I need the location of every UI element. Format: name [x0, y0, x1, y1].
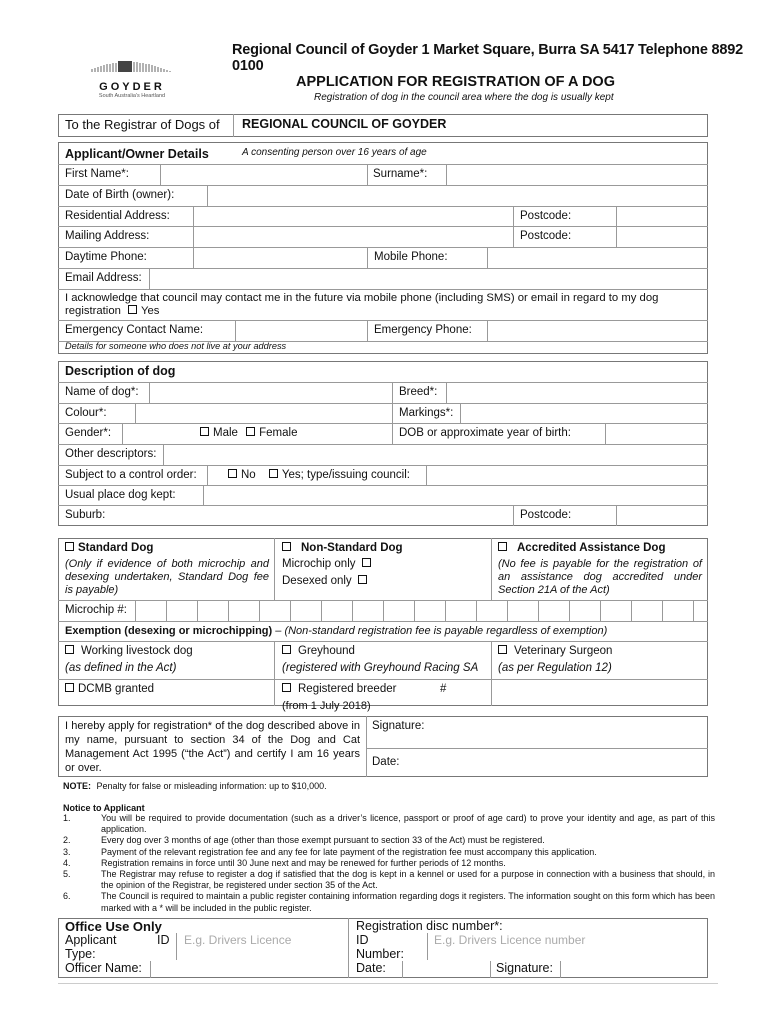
microchip-cell-divider [414, 600, 415, 621]
residential-address-label: Residential Address: [65, 210, 170, 222]
office-officer-field[interactable] [151, 961, 347, 977]
daytime-phone-label: Daytime Phone: [65, 251, 147, 263]
livestock-note: (as defined in the Act) [65, 662, 177, 674]
registrar-label: To the Registrar of Dogs of [65, 117, 220, 132]
office-signature-field[interactable] [561, 961, 707, 977]
notice-item-text: The Council is required to maintain a public register containing information regarding dogs it registers. The information sought on this form which has been marked with a * will be included in the public register. [101, 891, 715, 913]
emergency-phone-field[interactable] [488, 321, 707, 340]
gender-male-label: Male [213, 427, 238, 439]
usual-place-field[interactable] [204, 486, 707, 504]
declaration-text: I hereby apply for registration* of the dog described above in my name, pursuant to section 34 of the Dog and Cat Management Act 1995 (“the Act”) and certify I am 16 years or over. [65, 720, 360, 774]
control-order-label: Subject to a control order: [65, 469, 197, 481]
daytime-phone-field[interactable] [194, 248, 366, 267]
dog-name-field[interactable] [150, 383, 391, 402]
notice-item-number: 1. [63, 813, 71, 823]
logo-text: GOYDER [99, 81, 165, 93]
usual-place-label: Usual place dog kept: [65, 489, 176, 501]
desexed-only-checkbox[interactable] [358, 575, 367, 584]
microchip-cell-divider [321, 600, 322, 621]
breed-field[interactable] [447, 383, 707, 402]
assistance-dog-note: (No fee is payable for the registration of an assistance dog accredited under Section 21A of the Act) [498, 558, 702, 596]
livestock-label: Working livestock dog [81, 645, 193, 657]
office-disc-label: Registration disc number*: [356, 919, 503, 933]
goyder-logo [82, 60, 182, 99]
penalty-note-text: Penalty for false or misleading information: up to $10,000. [96, 781, 327, 791]
vet-option [498, 645, 612, 657]
notice-item [63, 869, 715, 891]
first-name-label: First Name*: [65, 168, 129, 180]
vet-checkbox[interactable] [498, 645, 507, 654]
standard-dog-option [65, 542, 153, 554]
notice-item [63, 813, 715, 835]
gender-options [200, 427, 298, 439]
microchip-cell-divider [631, 600, 632, 621]
desexed-only-label: Desexed only [282, 575, 352, 587]
microchip-cell-divider [197, 600, 198, 621]
penalty-note-label: NOTE: [63, 781, 91, 791]
suburb-label: Suburb: [65, 509, 106, 521]
residential-postcode-label: Postcode: [520, 210, 572, 222]
dcmb-checkbox[interactable] [65, 683, 74, 692]
notice-item-text: Payment of the relevant registration fee and any fee for late payment of the registration fee must accompany this application. [101, 846, 597, 857]
notice-item-number: 2. [63, 835, 71, 846]
office-id-number-field[interactable]: E.g. Drivers Licence number [434, 933, 586, 947]
microchip-cell-divider [538, 600, 539, 621]
breeder-label: Registered breeder [298, 683, 397, 695]
notice-item [63, 858, 715, 869]
notice-item-number: 3. [63, 846, 71, 857]
owner-dob-field[interactable] [208, 186, 706, 205]
first-name-field[interactable] [161, 165, 366, 184]
notice-item-text: Every dog over 3 months of age (other than those exempt pursuant to section 33 of the Act) must be registered. [101, 835, 545, 846]
office-use-heading: Office Use Only [65, 919, 162, 934]
microchip-cell-divider [228, 600, 229, 621]
microchip-cell-divider [352, 600, 353, 621]
exemption-title: Exemption (desexing or microchipping) [65, 625, 273, 637]
markings-label: Markings*: [399, 407, 454, 419]
notice-heading: Notice to Applicant [63, 803, 145, 813]
email-label: Email Address: [65, 272, 142, 284]
livestock-checkbox[interactable] [65, 645, 74, 654]
dog-heading: Description of dog [65, 364, 176, 378]
vet-note: (as per Regulation 12) [498, 662, 612, 674]
office-date-label: Date: [356, 961, 386, 975]
standard-dog-label: Standard Dog [78, 542, 154, 554]
declaration-date-label: Date: [372, 756, 400, 768]
gender-label: Gender*: [65, 427, 112, 439]
microchip-cell-divider [569, 600, 570, 621]
microchip-cell-divider [135, 600, 136, 621]
mobile-phone-label: Mobile Phone: [374, 251, 448, 263]
suburb-field[interactable] [112, 506, 512, 525]
control-council-field[interactable] [427, 466, 707, 484]
microchip-cell-divider [693, 600, 694, 621]
office-date-field[interactable] [403, 961, 489, 977]
office-applicant-label: Applicant [65, 933, 117, 947]
email-field[interactable] [150, 269, 707, 288]
owner-dob-label: Date of Birth (owner): [65, 189, 175, 201]
other-descriptors-field[interactable] [164, 445, 707, 464]
emergency-phone-label: Emergency Phone: [374, 324, 472, 336]
logo-mark-icon [82, 60, 182, 76]
exemption-heading [65, 625, 607, 637]
microchip-cell-divider [507, 600, 508, 621]
notice-item-text: You will be required to provide documentation (such as a driver’s licence, passport or proof of age card) to prove your identity and age, as part of this application. [101, 813, 715, 835]
nonstandard-dog-option [282, 542, 403, 554]
markings-field[interactable] [461, 404, 707, 422]
suburb-postcode-label: Postcode: [520, 509, 572, 521]
greyhound-checkbox[interactable] [282, 645, 291, 654]
dog-dob-label: DOB or approximate year of birth: [399, 427, 571, 439]
control-no-label: No [241, 469, 256, 481]
control-no-checkbox[interactable] [228, 469, 237, 478]
mailing-postcode-field[interactable] [617, 227, 707, 246]
livestock-option [65, 645, 193, 657]
residential-address-field[interactable] [194, 207, 512, 226]
breeder-number-hash: # [440, 683, 447, 695]
breeder-note: (from 1 July 2018) [282, 700, 371, 712]
acknowledge-yes-label: Yes [141, 305, 160, 317]
standard-dog-checkbox[interactable] [65, 542, 74, 551]
declaration-signature-field[interactable] [432, 717, 707, 747]
assistance-dog-checkbox[interactable] [498, 542, 507, 551]
registrar-council: REGIONAL COUNCIL OF GOYDER [242, 117, 447, 131]
mailing-postcode-label: Postcode: [520, 230, 572, 242]
office-number-label: Number: [356, 947, 404, 961]
greyhound-label: Greyhound [298, 645, 355, 657]
mobile-phone-field[interactable] [488, 248, 707, 267]
office-id2-label: ID [356, 933, 369, 947]
logo-tagline: South Australia's Heartland [98, 93, 166, 99]
gender-female-checkbox[interactable] [246, 427, 255, 436]
colour-label: Colour*: [65, 407, 107, 419]
microchip-cell-divider [445, 600, 446, 621]
control-yes-checkbox[interactable] [269, 469, 278, 478]
desexed-only-option [282, 575, 371, 587]
form-title: APPLICATION FOR REGISTRATION OF A DOG [296, 74, 615, 90]
office-id-label: ID [157, 933, 170, 947]
colour-field[interactable] [136, 404, 391, 422]
microchip-cell-divider [476, 600, 477, 621]
mailing-address-label: Mailing Address: [65, 230, 150, 242]
acknowledge-line2 [65, 305, 159, 317]
dcmb-option [65, 683, 154, 695]
notice-item [63, 835, 715, 846]
vet-label: Veterinary Surgeon [514, 645, 613, 657]
microchip-cell-divider [290, 600, 291, 621]
microchip-cell-divider [662, 600, 663, 621]
emergency-name-field[interactable] [236, 321, 366, 340]
microchip-only-checkbox[interactable] [362, 558, 371, 567]
exemption-note: (Non-standard registration fee is payable regardless of exemption) [284, 625, 608, 637]
council-header: Regional Council of Goyder 1 Market Square, Burra SA 5417 Telephone 8892 0100 [232, 42, 743, 74]
exemption-dash: – [272, 625, 285, 637]
microchip-only-label: Microchip only [282, 558, 356, 570]
notice-item [63, 891, 715, 913]
breed-label: Breed*: [399, 386, 438, 398]
dog-dob-field[interactable] [606, 424, 707, 443]
office-signature-label: Signature: [496, 961, 553, 975]
acknowledge-yes-checkbox[interactable] [128, 305, 137, 314]
penalty-note [63, 781, 327, 791]
emergency-note: Details for someone who does not live at your address [65, 341, 287, 351]
standard-dog-note: (Only if evidence of both microchip and desexing undertaken, Standard Dog fee is payable) [65, 558, 269, 596]
declaration-signature-label: Signature: [372, 720, 425, 732]
gender-male-checkbox[interactable] [200, 427, 209, 436]
notice-list [63, 813, 715, 914]
notice-item-number: 5. [63, 869, 71, 880]
microchip-cell-divider [166, 600, 167, 621]
residential-postcode-field[interactable] [617, 207, 707, 226]
office-id-type-field[interactable]: E.g. Drivers Licence [184, 933, 292, 947]
microchip-cell-divider [600, 600, 601, 621]
owner-heading-note: A consenting person over 16 years of age [242, 147, 427, 158]
nonstandard-dog-label: Non-Standard Dog [301, 542, 403, 554]
greyhound-option [282, 645, 355, 657]
dog-name-label: Name of dog*: [65, 386, 139, 398]
surname-field[interactable] [447, 165, 707, 184]
breeder-checkbox[interactable] [282, 683, 291, 692]
other-descriptors-label: Other descriptors: [65, 448, 157, 460]
suburb-postcode-field[interactable] [617, 506, 707, 525]
notice-item-text: Registration remains in force until 30 June next and may be renewed for further periods of 12 months. [101, 857, 506, 868]
control-yes-label: Yes; type/issuing council: [281, 469, 410, 481]
dcmb-label: DCMB granted [78, 683, 155, 695]
microchip-cell-divider [259, 600, 260, 621]
emergency-name-label: Emergency Contact Name: [65, 324, 204, 336]
owner-heading: Applicant/Owner Details [65, 147, 209, 161]
control-order-options [228, 469, 410, 481]
mailing-address-field[interactable] [194, 227, 512, 246]
surname-label: Surname*: [373, 168, 428, 180]
office-type-label: Type: [65, 947, 96, 961]
gender-female-label: Female [259, 427, 298, 439]
microchip-only-option [282, 558, 375, 570]
nonstandard-dog-checkbox[interactable] [282, 542, 291, 551]
form-subtitle: Registration of dog in the council area where the dog is usually kept [314, 92, 614, 103]
breeder-option [282, 683, 396, 695]
declaration-date-field[interactable] [405, 749, 707, 776]
notice-item-number: 4. [63, 857, 71, 868]
acknowledge-text: I acknowledge that council may contact me in the future via mobile phone (including SMS) or email in regard to my dog [65, 292, 659, 304]
assistance-dog-label: Accredited Assistance Dog [517, 542, 666, 554]
office-officer-label: Officer Name: [65, 961, 142, 975]
notice-item [63, 847, 715, 858]
assistance-dog-option [498, 542, 665, 554]
greyhound-note: (registered with Greyhound Racing SA [282, 662, 479, 674]
notice-item-text: The Registrar may refuse to register a dog if satisfied that the dog is kept in a kennel or used for a purpose in connection with a business that should, in the opinion of the Registrar, be registered under section 35 of the Act. [101, 869, 715, 891]
microchip-number-label: Microchip #: [65, 604, 127, 616]
microchip-cell-divider [383, 600, 384, 621]
acknowledge-registration-text: registration [65, 305, 121, 317]
notice-item-number: 6. [63, 891, 71, 902]
